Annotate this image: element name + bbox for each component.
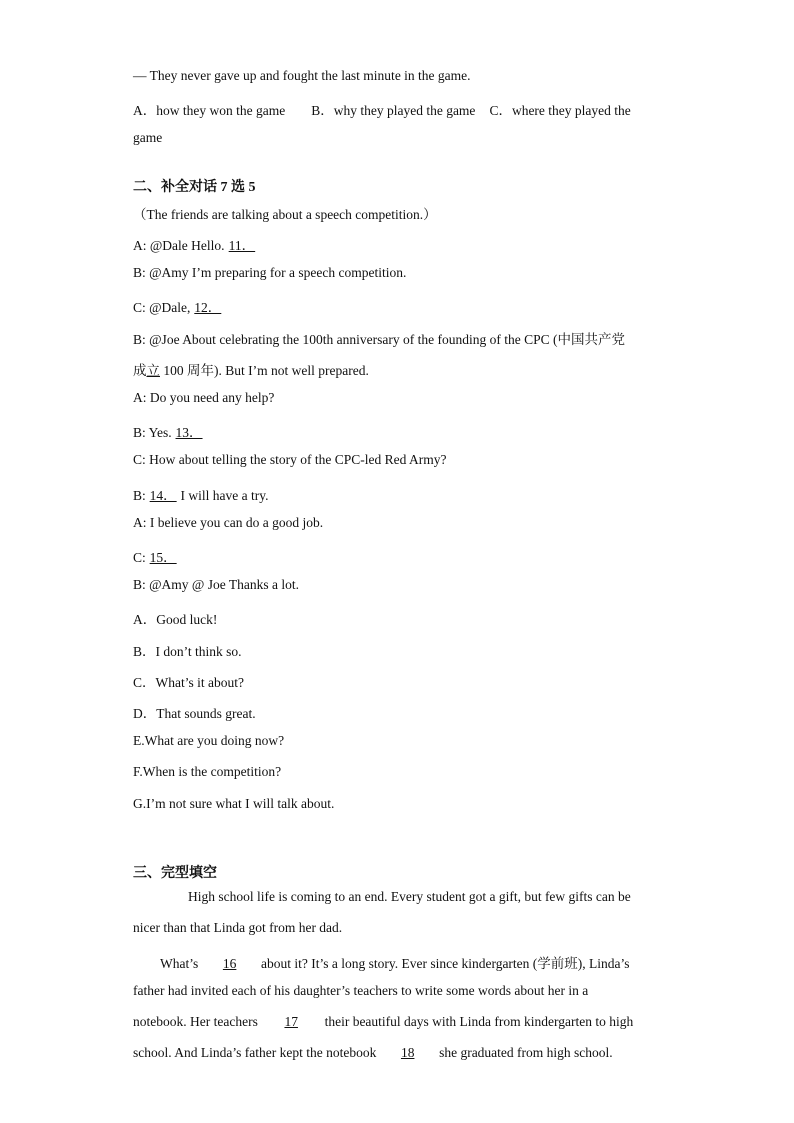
answer-blank[interactable]: 12． [194,300,222,315]
option-item: F.When is the competition? [133,764,282,779]
option-b: B．why they played the game [311,103,476,118]
paragraph-line [133,1014,633,1030]
dialogue-text: I will have a try. [177,488,269,503]
dialogue-line [133,359,369,379]
dialogue-line: B: @Amy I’m preparing for a speech competition. [133,265,407,280]
dialogue-line: B: @Joe About celebrating the 100th anniversary of the founding of the CPC (中国共产党 [133,332,625,347]
dialogue-line: A: I believe you can do a good job. [133,515,324,530]
dialogue-text: A: @Dale Hello. [133,238,228,253]
cloze-blank[interactable]: 16 [222,956,237,971]
answer-blank[interactable]: 13． [175,425,203,440]
dialogue-line [133,484,268,504]
paragraph-line [133,1045,613,1061]
paragraph-line: nicer than that Linda got from her dad. [133,920,343,935]
option-c-continued: game [133,130,163,145]
q10-options [133,99,631,119]
option-a: A．how they won the game [133,103,286,118]
dialogue-intro: （The friends are talking about a speech competition.） [133,207,437,222]
option-item: A．Good luck! [133,612,218,627]
dialogue-text: 100 周年). But I’m not well prepared. [160,363,369,378]
answer-blank[interactable]: 15． [149,550,177,565]
option-item: D．That sounds great. [133,706,256,721]
paragraph-text: their beautiful days with Linda from kindergarten to high [321,1014,634,1029]
option-item: C．What’s it about? [133,675,244,690]
dialogue-text: 成 [133,363,147,378]
paragraph-text: What’s [160,956,202,971]
option-item: G.I’m not sure what I will talk about. [133,796,335,811]
answer-blank[interactable]: 14． [149,488,177,503]
paragraph-line [160,952,630,972]
dialogue-line: B: @Amy @ Joe Thanks a lot. [133,577,299,592]
dialogue-text: C: [133,550,150,565]
option-item: B．I don’t think so. [133,644,242,659]
cloze-blank[interactable]: 17 [284,1014,298,1029]
section-heading-cloze: 三、完型填空 [133,866,217,881]
dialogue-line: A: Do you need any help? [133,390,275,405]
paragraph-text: school. And Linda’s father kept the notebook [133,1045,380,1060]
dialogue-line [133,421,203,441]
dialogue-text-underlined: 立 [146,363,160,378]
option-c: C．where they played the [489,103,631,118]
dialogue-line [133,234,256,254]
dialogue-text: C: @Dale, [133,300,194,315]
dialogue-text: B: [133,488,150,503]
paragraph-text: she graduated from high school. [435,1045,613,1060]
option-item: E.What are you doing now? [133,733,285,748]
paragraph-line: father had invited each of his daughter’s teachers to write some words about her in a [133,983,589,998]
paragraph-line: High school life is coming to an end. Every student got a gift, but few gifts can be [188,889,631,904]
dialogue-line [133,296,222,316]
cloze-blank[interactable]: 18 [400,1045,415,1060]
dialogue-line [133,546,177,566]
paragraph-text: about it? It’s a long story. Ever since kindergarten (学前班), Linda’s [257,956,630,971]
section-heading-dialogue: 二、补全对话 7 选 5 [133,180,256,195]
paragraph-text: notebook. Her teachers [133,1014,262,1029]
dialogue-line: C: How about telling the story of the CPC-led Red Army? [133,452,447,467]
answer-line: — They never gave up and fought the last minute in the game. [133,68,471,83]
dialogue-text: B: Yes. [133,425,176,440]
answer-blank[interactable]: 11． [228,238,256,253]
